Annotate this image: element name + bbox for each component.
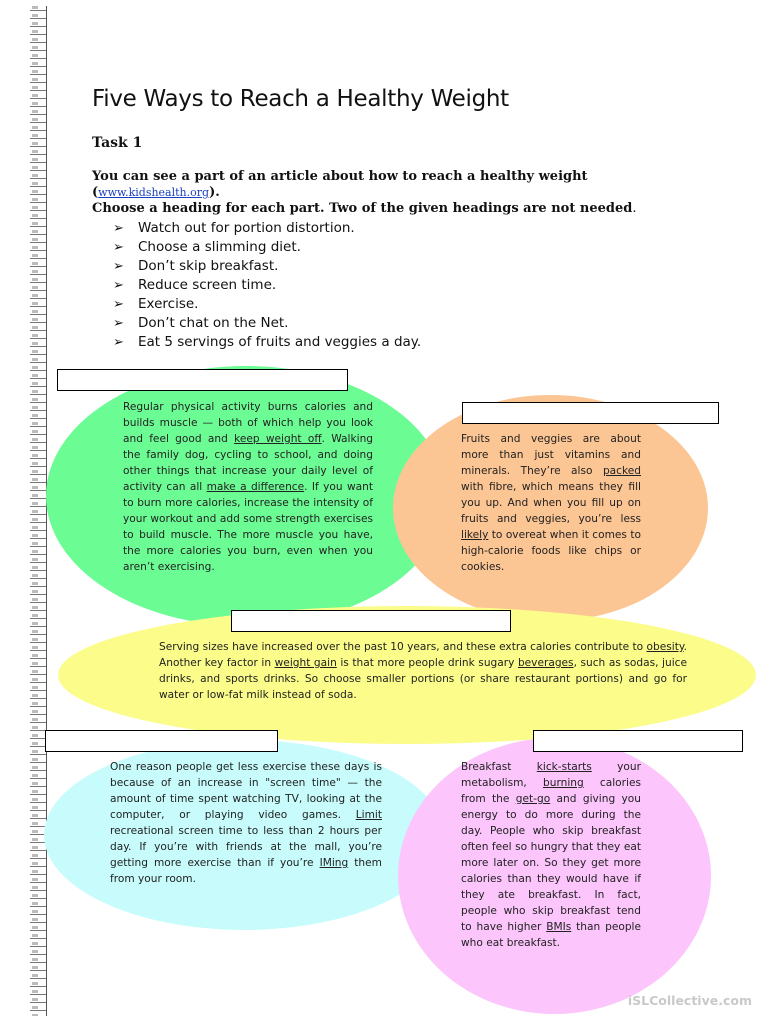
vocab-term: obesity: [646, 641, 684, 653]
breakfast-paragraph: Breakfast kick-starts your metabolism, burning calories from the get-go and giving you energy to do more during the day. People who skip breakfast often feel so hungry that they eat more later on. So they get more calories than they would have if they ate breakfast. In fact, people who skip breakfast tend to have higher BMIs than people who eat breakfast.: [461, 761, 642, 949]
portion-paragraph: Serving sizes have increased over the past 10 years, and these extra calories contribute to obesity. Another key factor in weight gain is that more people drink sugary beverages, such as sodas, juice drinks, and sports drinks. So choose smaller portions (or share restaurant portions) and go for water or low-fat milk instead of soda.: [159, 641, 687, 701]
vocab-term: make a difference: [206, 481, 305, 493]
vocab-term: weight gain: [274, 657, 337, 669]
vocab-term: get-go: [515, 793, 551, 805]
vocab-term: IMing: [319, 857, 349, 869]
heading-option: [113, 219, 421, 238]
page-title: Five Ways to Reach a Healthy Weight: [92, 86, 509, 112]
vocab-term: likely: [461, 529, 489, 541]
arrow-bullet-icon: ➢: [113, 240, 124, 255]
spiral-binding-decoration: [30, 6, 47, 1016]
vocab-term: BMIs: [546, 921, 572, 933]
vocab-term: keep weight off: [234, 433, 322, 445]
heading-options-list: [113, 219, 421, 352]
heading-option-text: Exercise.: [138, 296, 199, 312]
arrow-bullet-icon: ➢: [113, 221, 124, 236]
heading-option-text: Don’t chat on the Net.: [138, 315, 289, 331]
heading-option: [113, 238, 421, 257]
task-label: Task 1: [92, 135, 143, 151]
vocab-term: Limit: [355, 809, 382, 821]
heading-answer-box-2[interactable]: [462, 402, 719, 424]
heading-option-text: Choose a slimming diet.: [138, 239, 301, 255]
heading-option: [113, 295, 421, 314]
arrow-bullet-icon: ➢: [113, 259, 124, 274]
heading-option-text: Eat 5 servings of fruits and veggies a day.: [138, 334, 422, 350]
heading-answer-box-5[interactable]: [533, 730, 743, 752]
arrow-bullet-icon: ➢: [113, 316, 124, 331]
arrow-bullet-icon: ➢: [113, 278, 124, 293]
vocab-term: burning: [543, 777, 584, 789]
exercise-paragraph: Regular physical activity burns calories and builds muscle — both of which help you look and feel good and keep weight off. Walking the family dog, cycling to school, and doing other things that increase your daily level of activity can all make a difference. If you want to burn more calories, increase the intensity of your workout and add some strength exercises to build muscle. The more muscle you have, the more calories you burn, even when you aren’t exercising.: [123, 401, 374, 573]
fruits-paragraph: Fruits and veggies are about more than just vitamins and minerals. They’re also packed with fibre, which means they fill you up. And when you fill up on fruits and veggies, you’re less likely to overeat when it comes to high-calorie foods like chips or cookies.: [461, 433, 641, 573]
instructions-text: You can see a part of an article about how to reach a healthy weight (: [92, 169, 588, 200]
instructions: [92, 169, 692, 217]
heading-option: [113, 314, 421, 333]
vocab-term: kick-starts: [536, 761, 592, 773]
instructions-period: .: [632, 201, 637, 216]
screen-time-paragraph: One reason people get less exercise these days is because of an increase in "screen time" — the amount of time spent watching TV, looking at the computer, or playing video games. Limit recreational screen time to less than 2 hours per day. If you’re with friends at the mall, you’re getting more exercise than if you’re IMing them from your room.: [110, 761, 382, 885]
watermark: iSLCollective.com: [627, 993, 752, 1008]
heading-option: [113, 257, 421, 276]
arrow-bullet-icon: ➢: [113, 335, 124, 350]
arrow-bullet-icon: ➢: [113, 297, 124, 312]
heading-option: [113, 276, 421, 295]
heading-answer-box-1[interactable]: [57, 369, 348, 391]
heading-option-text: Reduce screen time.: [138, 277, 277, 293]
heading-option-text: Watch out for portion distortion.: [138, 220, 355, 236]
heading-answer-box-4[interactable]: [45, 730, 278, 752]
vocab-term: packed: [602, 465, 641, 477]
source-link[interactable]: www.kidshealth.org: [98, 186, 210, 199]
heading-option-text: Don’t skip breakfast.: [138, 258, 279, 274]
heading-answer-box-3[interactable]: [231, 610, 511, 632]
heading-option: [113, 333, 421, 352]
instructions-line-2: Choose a heading for each part. Two of the given headings are not needed: [92, 201, 633, 216]
vocab-term: beverages: [517, 657, 574, 669]
instructions-text-end: ).: [209, 185, 220, 200]
